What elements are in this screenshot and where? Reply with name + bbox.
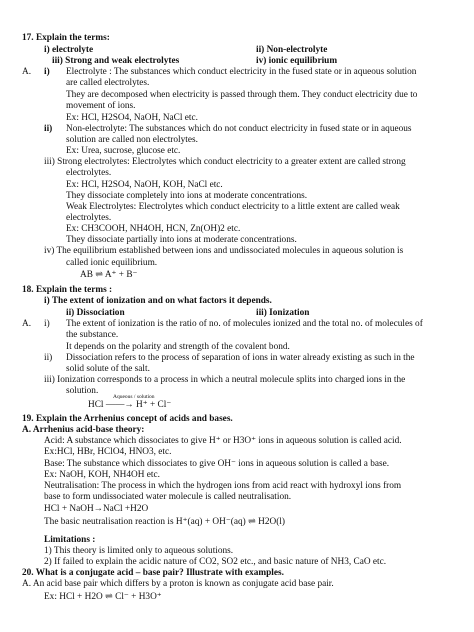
text-line: Ex: HCl, H2SO4, NaOH, KOH, NaCl etc. [66, 180, 223, 190]
text-line: ii) [44, 124, 53, 134]
text-line: Limitations : [44, 535, 96, 545]
text-line: iii) Ionization corresponds to a process in which a neutral molecule splits into charged ions in the [44, 375, 406, 385]
text-line: iii) Strong and weak electrolytes [52, 56, 180, 66]
text-line: iv) ionic equilibrium [256, 56, 338, 66]
text-line: iv) The equilibrium established between ions and undissociated molecules in aqueous solution is [44, 246, 404, 256]
text-line: HCl ——→ H⁺ + Cl⁻ [88, 400, 172, 410]
text-line: AB ⇌ A⁺ + B⁻ [80, 270, 138, 280]
text-line: The basic neutralisation reaction is H⁺(aq) + OH⁻(aq) ⇌ H2O(l) [44, 517, 285, 527]
text-line: movement of ions. [66, 101, 136, 111]
text-line: They are decomposed when electricity is passed through them. They conduct electricity due to [66, 90, 418, 100]
text-line: solution. [66, 386, 99, 396]
text-line: i) The extent of ionization and on what factors it depends. [44, 296, 272, 306]
text-line: Ex: NaOH, KOH, NH4OH etc. [44, 470, 160, 480]
text-line: are called electrolytes. [66, 78, 150, 88]
text-line: 20. What is a conjugate acid – base pair? Illustrate with examples. [22, 568, 284, 578]
text-line: A. [22, 319, 32, 329]
text-line: base to form undissociated water molecule is called neutralisation. [44, 492, 292, 502]
text-line: 17. Explain the terms: [22, 33, 110, 43]
text-line: HCl + NaOH→NaCl +H2O [44, 504, 149, 514]
text-line: iii) Strong electrolytes: Electrolytes which conduct electricity to a greater extent are called strong [44, 157, 406, 167]
text-line: They dissociate completely into ions at moderate concentrations. [66, 191, 308, 201]
text-line: The extent of ionization is the ratio of no. of molecules ionized and the total no. of molecules of [66, 319, 423, 329]
text-line: Ex:HCl, HBr, HClO4, HNO3, etc. [44, 447, 172, 457]
text-line: Ex: Urea, sucrose, glucose etc. [66, 146, 181, 156]
text-line: ii) [44, 353, 53, 363]
text-line: A. Arrhenius acid-base theory: [22, 425, 145, 435]
text-line: 2) If failed to explain the acidic nature of CO2, SO2 etc., and basic nature of NH3, CaO etc. [44, 557, 387, 567]
text-line: 19. Explain the Arrhenius concept of acids and bases. [22, 414, 233, 424]
text-line: iii) Ionization [256, 308, 310, 318]
text-line: Non-electrolyte: The substances which do not conduct electricity in fused state or in aqueous [66, 124, 412, 134]
text-line: A. An acid base pair which differs by a proton is known as conjugate acid base pair. [22, 579, 334, 589]
text-line: They dissociate partially into ions at moderate concentrations. [66, 235, 297, 245]
text-line: solution are called non electrolytes. [66, 135, 198, 145]
text-line: 1) This theory is limited only to aqueous solutions. [44, 546, 234, 556]
text-line: called ionic equilibrium. [66, 258, 158, 268]
text-line: i) [44, 67, 50, 77]
text-line: electrolytes. [66, 213, 112, 223]
text-line: electrolytes. [66, 168, 112, 178]
text-line: Electrolyte : The substances which conduct electricity in the fused state or in aqueous solution [66, 67, 417, 77]
text-line: Neutralisation: The process in which the hydrogen ions from acid react with hydroxyl ions from [44, 481, 402, 491]
text-line: solid solute of the salt. [66, 364, 150, 374]
text-line: i) electrolyte [44, 45, 94, 55]
text-line: Base: The substance which dissociates to give OH⁻ ions in aqueous solution is called a base. [44, 459, 390, 469]
text-line: the substance. [66, 330, 119, 340]
text-line: ii) Non-electrolyte [256, 45, 328, 55]
text-line: Aqueous / solution [113, 394, 155, 400]
text-line: Ex: HCl, H2SO4, NaOH, NaCl etc. [66, 113, 198, 123]
text-line: A. [22, 67, 32, 77]
text-line: i) [44, 319, 50, 329]
text-line: Dissociation refers to the process of separation of ions in water already existing as such in the [66, 353, 415, 363]
text-line: Acid: A substance which dissociates to give H⁺ or H3O⁺ ions in aqueous solution is called acid. [44, 436, 402, 446]
text-line: ii) Dissociation [66, 308, 125, 318]
text-line: Weak Electrolytes: Electrolytes which conduct electricity to a little extent are called weak [66, 202, 400, 212]
text-line: Ex: CH3COOH, NH4OH, HCN, Zn(OH)2 etc. [66, 224, 241, 234]
text-line: 18. Explain the terms : [22, 285, 113, 295]
text-line: Ex: HCl + H2O ⇌ Cl⁻ + H3O⁺ [44, 592, 162, 602]
text-line: It depends on the polarity and strength of the covalent bond. [66, 342, 290, 352]
